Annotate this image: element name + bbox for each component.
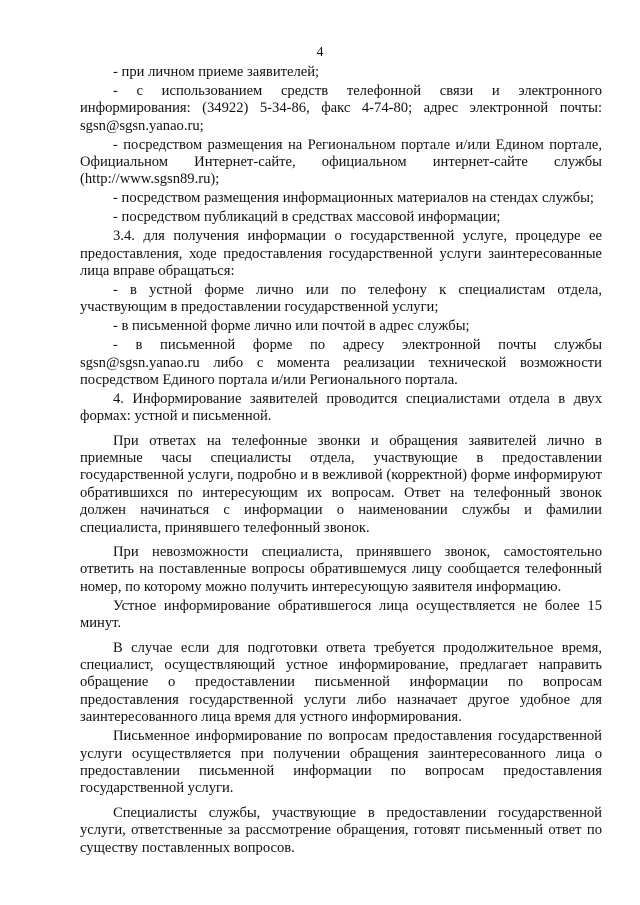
paragraph: Устное информирование обратившегося лица осуществляется не более 15 минут. — [80, 597, 602, 632]
paragraph: - посредством публикаций в средствах массовой информации; — [113, 209, 501, 226]
paragraph: - в письменной форме по адресу электронной почты службы sgsn@sgsn.yanao.ru либо с момента реализации технической возможности посредством Единого портала и/или Регионального портала. — [80, 337, 602, 388]
paragraph: - при личном приеме заявителей; — [113, 64, 320, 80]
paragraph: - посредством размещения информационных материалов на стендах службы; — [113, 190, 594, 207]
paragraph: - с использованием средств телефонной связи и электронного информирования: (34922) 5-34-86, факс 4-74-80; адрес электронной почты: sgsn@sgsn.yanao.ru; — [80, 82, 602, 134]
paragraph: 4. Информирование заявителей проводится специалистами отдела в двух формах: устной и письменной. — [80, 390, 602, 425]
paragraph: - в устной форме лично или по телефону к специалистам отдела, участвующим в предоставлении государственной услуги; — [80, 281, 602, 316]
paragraph: - посредством размещения на Региональном портале и/или Едином портале, Официальном Интернет-сайте, официальном интернет-сайте службы (http://www.sgsn89.ru); — [80, 136, 602, 188]
paragraph: - в письменной форме лично или почтой в адрес службы; — [113, 318, 470, 335]
paragraph: В случае если для подготовки ответа требуется продолжительное время, специалист, осуществляющий устное информирование, предлагает направить обращение о предоставлении письменной информации по вопросам предоставления государственной услуги либо назначает другое удобное для заинтересованного лица время для устного информирования. — [80, 639, 602, 726]
paragraph: При невозможности специалиста, принявшего звонок, самостоятельно ответить на поставленные вопросы обратившемуся лицу сообщается телефонный номер, по которому можно получить интересующую заявителя информацию. — [80, 544, 602, 595]
paragraph: При ответах на телефонные звонки и обращения заявителей лично в приемные часы специалисты отдела, участвующие в предоставлении государственной услуги, подробно и в вежливой (корректной) форме информируют обратившихся по интересующим их вопросам. Ответ на телефонный звонок должен начинаться с информации о наименовании службы и фамилии специалиста, принявшего телефонный звонок. — [80, 432, 602, 536]
document-body — [80, 64, 602, 857]
paragraph: 3.4. для получения информации о государственной услуге, процедуре ее предоставления, ходе предоставления государственной услуги заинтересованные лица вправе обращаться: — [80, 228, 602, 279]
paragraph: Письменное информирование по вопросам предоставления государственной услуги осуществляется при получении обращения заинтересованного лица о предоставлении письменной информации по вопросам предоставления государственной услуги. — [80, 728, 602, 797]
page-number: 4 — [316, 45, 324, 60]
paragraph: Специалисты службы, участвующие в предоставлении государственной услуги, ответственные за рассмотрение обращения, готовят письменный ответ по существу поставленных вопросов. — [80, 804, 602, 856]
